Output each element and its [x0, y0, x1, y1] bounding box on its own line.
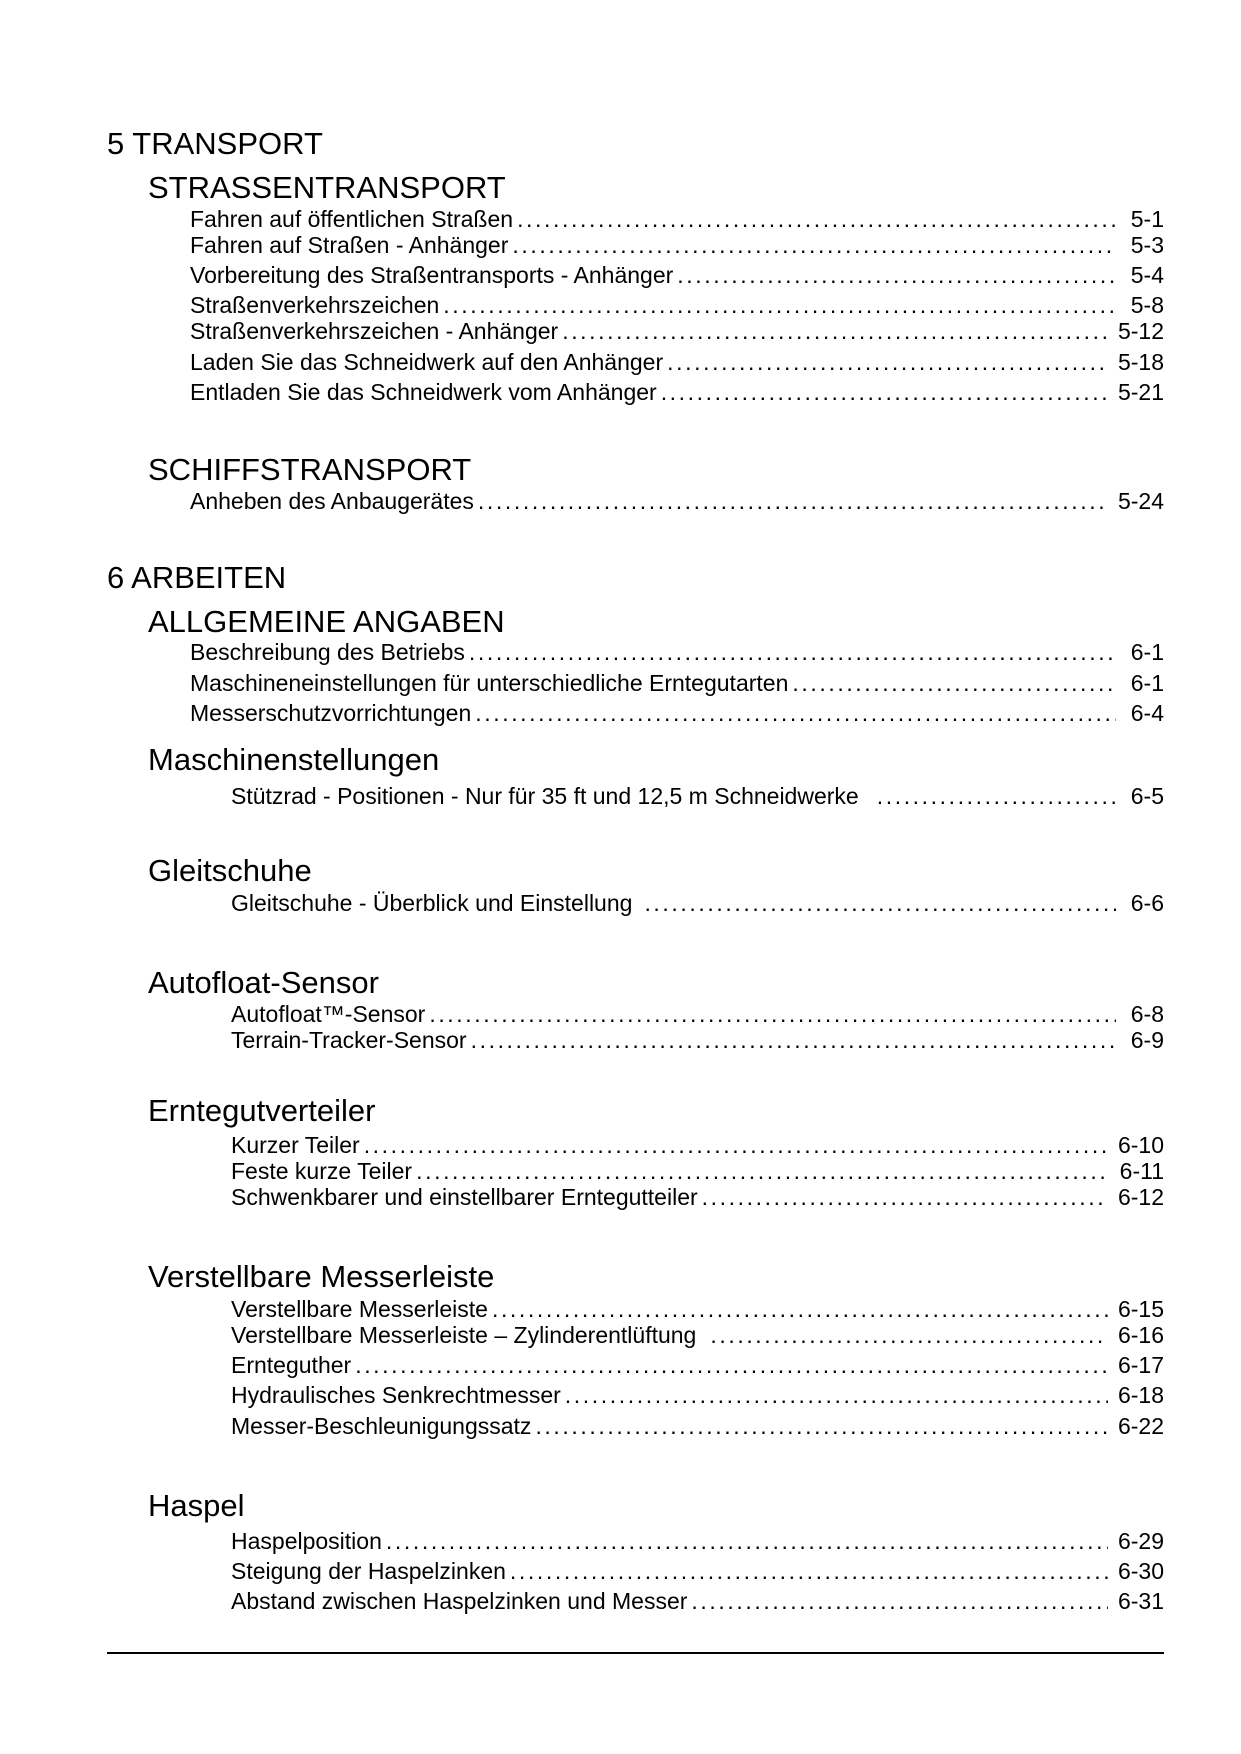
dot-leader	[469, 638, 1116, 666]
toc-entry-page: 6-6	[1130, 890, 1164, 916]
toc-entry-title: Anheben des Anbaugerätes	[190, 488, 474, 514]
toc-entry[interactable]	[190, 378, 1164, 406]
toc-entry-page: 5-12	[1117, 318, 1164, 344]
dot-leader	[492, 1295, 1108, 1323]
toc-entry-page: 6-8	[1130, 1001, 1164, 1027]
section-heading-schiffstransport: SCHIFFSTRANSPORT	[148, 452, 472, 487]
toc-entry-page: 5-1	[1130, 206, 1164, 232]
dot-leader	[792, 669, 1116, 697]
toc-entry-title: Fahren auf Straßen - Anhänger	[190, 232, 509, 258]
dot-leader	[562, 317, 1108, 345]
toc-entry[interactable]	[190, 669, 1164, 697]
toc-entry-title: Verstellbare Messerleiste – Zylinderentlüftung	[231, 1322, 697, 1348]
toc-entry-page: 6-15	[1117, 1296, 1164, 1322]
toc-entry-title: Messerschutzvorrichtungen	[190, 700, 472, 726]
section-heading-maschinenstellungen: Maschinenstellungen	[148, 742, 440, 777]
toc-entry-title: Straßenverkehrszeichen	[190, 292, 440, 318]
toc-entry[interactable]	[190, 205, 1164, 233]
toc-entry[interactable]	[190, 348, 1164, 376]
dot-leader	[517, 205, 1116, 233]
section-heading-erntegutverteiler: Erntegutverteiler	[148, 1093, 376, 1128]
toc-entry-title: Steigung der Haspelzinken	[231, 1558, 506, 1584]
dot-leader	[443, 291, 1116, 319]
toc-entry-page: 5-3	[1130, 232, 1164, 258]
dot-leader	[667, 348, 1108, 376]
dot-leader	[691, 1587, 1108, 1615]
section-heading-verstellbare-messerleiste: Verstellbare Messerleiste	[148, 1259, 495, 1294]
toc-entry[interactable]	[231, 1557, 1164, 1585]
dot-leader	[386, 1527, 1108, 1555]
toc-entry-title: Autofloat™-Sensor	[231, 1001, 426, 1027]
dot-leader	[510, 1557, 1108, 1585]
toc-entry-page: 5-21	[1117, 379, 1164, 405]
dot-leader	[478, 487, 1108, 515]
toc-entry[interactable]	[231, 1587, 1164, 1615]
toc-entry-page: 6-1	[1130, 639, 1164, 665]
dot-leader	[661, 378, 1108, 406]
toc-entry[interactable]	[231, 1131, 1164, 1159]
dot-leader	[429, 1000, 1116, 1028]
toc-entry[interactable]	[231, 1351, 1164, 1379]
toc-entry[interactable]	[190, 317, 1164, 345]
toc-entry-page: 6-17	[1117, 1352, 1164, 1378]
toc-entry-page: 6-16	[1117, 1322, 1164, 1348]
toc-entry[interactable]	[190, 231, 1164, 259]
section-heading-haspel: Haspel	[148, 1488, 245, 1523]
toc-entry[interactable]	[231, 1381, 1164, 1409]
toc-entry-page: 6-22	[1117, 1413, 1164, 1439]
toc-entry[interactable]	[231, 889, 1164, 917]
toc-entry-title: Laden Sie das Schneidwerk auf den Anhänger	[190, 349, 664, 375]
dot-leader	[364, 1131, 1108, 1159]
dot-leader	[471, 1026, 1116, 1054]
toc-entry-title: Stützrad - Positionen - Nur für 35 ft und 12,5 m Schneidwerke	[231, 783, 859, 809]
toc-entry[interactable]	[231, 1412, 1164, 1440]
dot-leader	[416, 1157, 1110, 1185]
toc-entry[interactable]	[231, 1157, 1164, 1185]
toc-entry-page: 6-31	[1117, 1588, 1164, 1614]
dot-leader	[475, 699, 1116, 727]
toc-entry[interactable]	[190, 261, 1164, 289]
toc-entry-title: Abstand zwischen Haspelzinken und Messer	[231, 1588, 688, 1614]
toc-entry[interactable]	[231, 1527, 1164, 1555]
toc-entry-title: Ernteguther	[231, 1352, 352, 1378]
section-heading-strassentransport: STRASSENTRANSPORT	[148, 170, 506, 205]
toc-entry-page: 6-10	[1117, 1132, 1164, 1158]
toc-entry-page: 6-5	[1130, 783, 1164, 809]
section-heading-gleitschuhe: Gleitschuhe	[148, 853, 312, 888]
toc-entry-title: Beschreibung des Betriebs	[190, 639, 465, 665]
toc-entry[interactable]	[231, 1321, 1164, 1349]
footer-rule	[107, 1652, 1164, 1654]
toc-entry-title: Hydraulisches Senkrechtmesser	[231, 1382, 561, 1408]
dot-leader	[535, 1412, 1108, 1440]
toc-entry-page: 6-18	[1117, 1382, 1164, 1408]
dot-leader	[644, 889, 1116, 917]
dot-leader	[710, 1321, 1108, 1349]
dot-leader	[355, 1351, 1108, 1379]
toc-entry-title: Entladen Sie das Schneidwerk vom Anhänger	[190, 379, 657, 405]
chapter-title-5: 5 TRANSPORT	[107, 126, 323, 161]
toc-entry-page: 6-29	[1117, 1528, 1164, 1554]
toc-entry-page: 5-24	[1117, 488, 1164, 514]
toc-entry[interactable]	[190, 487, 1164, 515]
toc-entry-title: Maschineneinstellungen für unterschiedliche Erntegutarten	[190, 670, 789, 696]
toc-entry-title: Kurzer Teiler	[231, 1132, 360, 1158]
dot-leader	[702, 1183, 1108, 1211]
toc-entry[interactable]	[231, 1183, 1164, 1211]
toc-entry-page: 6-12	[1117, 1184, 1164, 1210]
dot-leader	[877, 782, 1116, 810]
toc-entry-title: Verstellbare Messerleiste	[231, 1296, 488, 1322]
toc-entry[interactable]	[231, 1000, 1164, 1028]
toc-entry-title: Haspelposition	[231, 1528, 382, 1554]
toc-entry-page: 6-9	[1130, 1027, 1164, 1053]
toc-entry-title: Schwenkbarer und einstellbarer Erntegutteiler	[231, 1184, 698, 1210]
chapter-title-6: 6 ARBEITEN	[107, 560, 287, 595]
toc-entry-page: 5-18	[1117, 349, 1164, 375]
toc-entry-page: 6-4	[1130, 700, 1164, 726]
toc-entry[interactable]	[190, 699, 1164, 727]
toc-entry-title: Fahren auf öffentlichen Straßen	[190, 206, 514, 232]
toc-entry[interactable]	[231, 782, 1164, 810]
toc-entry-title: Messer-Beschleunigungssatz	[231, 1413, 532, 1439]
toc-entry[interactable]	[231, 1026, 1164, 1054]
dot-leader	[512, 231, 1116, 259]
dot-leader	[677, 261, 1116, 289]
dot-leader	[565, 1381, 1108, 1409]
toc-entry-page: 6-1	[1130, 670, 1164, 696]
toc-entry-page: 6-30	[1117, 1558, 1164, 1584]
section-heading-autofloat-sensor: Autofloat-Sensor	[148, 965, 379, 1000]
toc-entry[interactable]	[190, 291, 1164, 319]
toc-entry-title: Vorbereitung des Straßentransports - Anhänger	[190, 262, 674, 288]
toc-entry[interactable]	[231, 1295, 1164, 1323]
toc-entry[interactable]	[190, 638, 1164, 666]
toc-entry-page: 6-11	[1119, 1158, 1164, 1184]
toc-entry-title: Feste kurze Teiler	[231, 1158, 413, 1184]
toc-entry-page: 5-8	[1130, 292, 1164, 318]
toc-entry-title: Straßenverkehrszeichen - Anhänger	[190, 318, 559, 344]
toc-entry-title: Gleitschuhe - Überblick und Einstellung	[231, 890, 633, 916]
section-heading-allgemeine-angaben: ALLGEMEINE ANGABEN	[148, 604, 505, 639]
toc-entry-page: 5-4	[1130, 262, 1164, 288]
toc-entry-title: Terrain-Tracker-Sensor	[231, 1027, 467, 1053]
